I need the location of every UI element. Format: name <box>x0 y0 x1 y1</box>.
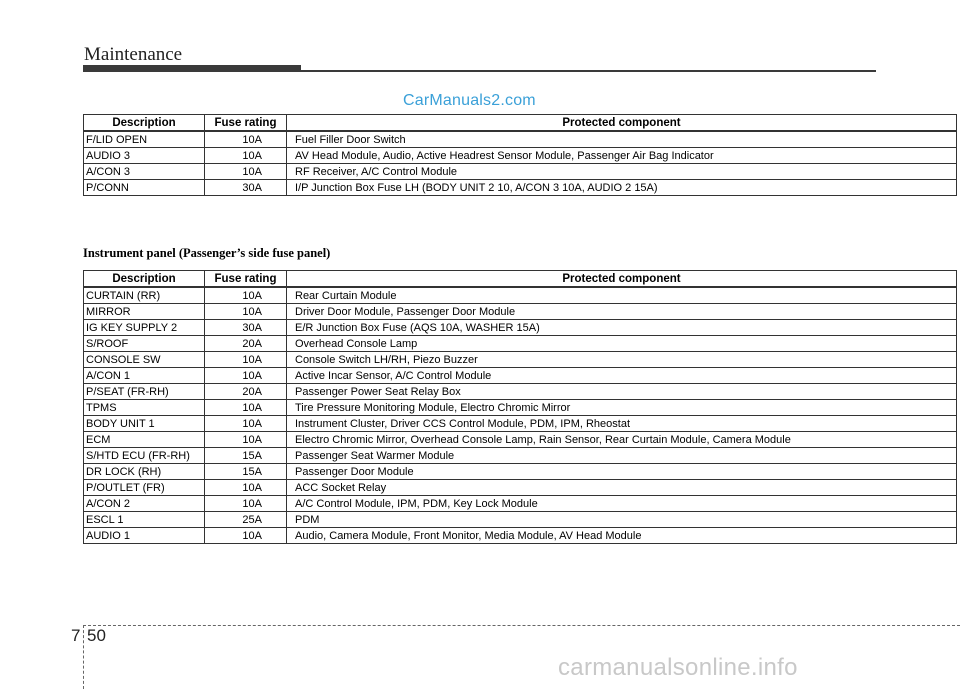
fuse-description: DR LOCK (RH) <box>84 464 205 480</box>
protected-component: RF Receiver, A/C Control Module <box>287 164 957 180</box>
table-row <box>84 480 957 496</box>
header-rule-thick <box>83 65 301 72</box>
table-row <box>84 400 957 416</box>
fuse-rating: 10A <box>205 148 287 164</box>
table-row <box>84 336 957 352</box>
fuse-rating: 10A <box>205 287 287 304</box>
table-row <box>84 416 957 432</box>
column-header-protected-component: Protected component <box>287 115 957 132</box>
protected-component: ACC Socket Relay <box>287 480 957 496</box>
watermark-bottom: carmanualsonline.info <box>558 654 798 681</box>
fuse-description: A/CON 3 <box>84 164 205 180</box>
column-header-protected-component: Protected component <box>287 271 957 288</box>
table-row <box>84 496 957 512</box>
fuse-description: ECM <box>84 432 205 448</box>
table-row <box>84 464 957 480</box>
header-rule-thin <box>301 70 876 72</box>
fuse-description: A/CON 1 <box>84 368 205 384</box>
fuse-rating: 10A <box>205 164 287 180</box>
fuse-description: IG KEY SUPPLY 2 <box>84 320 205 336</box>
table-row <box>84 304 957 320</box>
fuse-description: P/SEAT (FR-RH) <box>84 384 205 400</box>
fuse-rating: 10A <box>205 416 287 432</box>
protected-component: Passenger Power Seat Relay Box <box>287 384 957 400</box>
fuse-description: TPMS <box>84 400 205 416</box>
table-header-row <box>84 115 957 132</box>
column-header-fuse-rating: Fuse rating <box>205 271 287 288</box>
fuse-rating: 10A <box>205 368 287 384</box>
column-header-fuse-rating: Fuse rating <box>205 115 287 132</box>
fuse-description: P/CONN <box>84 180 205 196</box>
protected-component: Instrument Cluster, Driver CCS Control Module, PDM, IPM, Rheostat <box>287 416 957 432</box>
protected-component: Fuel Filler Door Switch <box>287 131 957 148</box>
fuse-rating: 10A <box>205 352 287 368</box>
table-row <box>84 352 957 368</box>
protected-component: E/R Junction Box Fuse (AQS 10A, WASHER 15A) <box>287 320 957 336</box>
fuse-rating: 25A <box>205 512 287 528</box>
table-row <box>84 528 957 544</box>
table-row <box>84 448 957 464</box>
protected-component: Driver Door Module, Passenger Door Module <box>287 304 957 320</box>
fuse-rating: 10A <box>205 496 287 512</box>
fuse-description: S/ROOF <box>84 336 205 352</box>
table-row <box>84 287 957 304</box>
protected-component: Rear Curtain Module <box>287 287 957 304</box>
protected-component: Electro Chromic Mirror, Overhead Console Lamp, Rain Sensor, Rear Curtain Module, Camera Module <box>287 432 957 448</box>
fuse-description: AUDIO 3 <box>84 148 205 164</box>
table-header-row <box>84 271 957 288</box>
chapter-number: 7 <box>71 626 81 645</box>
protected-component: Overhead Console Lamp <box>287 336 957 352</box>
table-row <box>84 384 957 400</box>
fuse-description: AUDIO 1 <box>84 528 205 544</box>
table-row <box>84 180 957 196</box>
fuse-description: BODY UNIT 1 <box>84 416 205 432</box>
fuse-rating: 20A <box>205 336 287 352</box>
fuse-rating: 10A <box>205 528 287 544</box>
fuse-description: CONSOLE SW <box>84 352 205 368</box>
protected-component: Passenger Seat Warmer Module <box>287 448 957 464</box>
fuse-description: MIRROR <box>84 304 205 320</box>
protected-component: Active Incar Sensor, A/C Control Module <box>287 368 957 384</box>
footer-divider <box>83 625 84 689</box>
fuse-table-1-body <box>84 131 957 196</box>
fuse-table-2-body <box>84 287 957 544</box>
table-row <box>84 512 957 528</box>
table-row <box>84 432 957 448</box>
protected-component: Passenger Door Module <box>287 464 957 480</box>
fuse-rating: 10A <box>205 432 287 448</box>
fuse-table-2 <box>83 270 957 544</box>
protected-component: AV Head Module, Audio, Active Headrest Sensor Module, Passenger Air Bag Indicator <box>287 148 957 164</box>
fuse-rating: 15A <box>205 448 287 464</box>
column-header-description: Description <box>84 115 205 132</box>
page-header-title: Maintenance <box>84 44 183 65</box>
table-row <box>84 368 957 384</box>
fuse-rating: 20A <box>205 384 287 400</box>
watermark-top: CarManuals2.com <box>403 92 536 109</box>
fuse-description: ESCL 1 <box>84 512 205 528</box>
protected-component: Audio, Camera Module, Front Monitor, Media Module, AV Head Module <box>287 528 957 544</box>
column-header-description: Description <box>84 271 205 288</box>
fuse-rating: 10A <box>205 480 287 496</box>
fuse-description: A/CON 2 <box>84 496 205 512</box>
table-row <box>84 164 957 180</box>
fuse-description: P/OUTLET (FR) <box>84 480 205 496</box>
section-heading: Instrument panel (Passenger’s side fuse panel) <box>83 246 331 260</box>
protected-component: A/C Control Module, IPM, PDM, Key Lock Module <box>287 496 957 512</box>
table-row <box>84 320 957 336</box>
protected-component: PDM <box>287 512 957 528</box>
fuse-rating: 10A <box>205 304 287 320</box>
protected-component: I/P Junction Box Fuse LH (BODY UNIT 2 10, A/CON 3 10A, AUDIO 2 15A) <box>287 180 957 196</box>
protected-component: Console Switch LH/RH, Piezo Buzzer <box>287 352 957 368</box>
page-number: 50 <box>87 626 106 645</box>
protected-component: Tire Pressure Monitoring Module, Electro Chromic Mirror <box>287 400 957 416</box>
fuse-rating: 30A <box>205 320 287 336</box>
fuse-description: S/HTD ECU (FR-RH) <box>84 448 205 464</box>
fuse-rating: 15A <box>205 464 287 480</box>
table-row <box>84 131 957 148</box>
table-row <box>84 148 957 164</box>
fuse-rating: 10A <box>205 400 287 416</box>
fuse-table-1 <box>83 114 957 196</box>
fuse-description: F/LID OPEN <box>84 131 205 148</box>
footer-rule <box>83 625 960 626</box>
fuse-rating: 10A <box>205 131 287 148</box>
fuse-rating: 30A <box>205 180 287 196</box>
fuse-description: CURTAIN (RR) <box>84 287 205 304</box>
